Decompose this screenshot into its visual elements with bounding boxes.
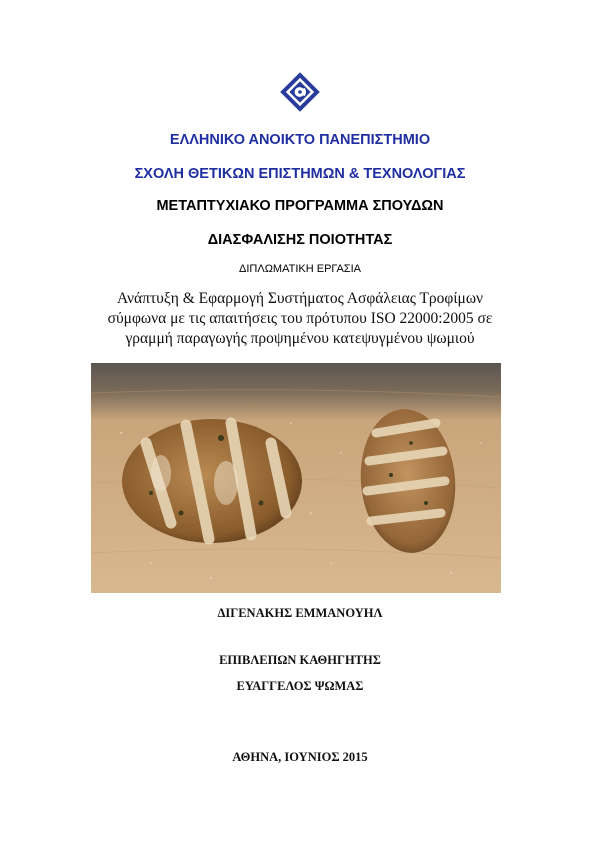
thesis-title-line2: σύμφωνα με τις απαιτήσεις του πρότυπου ISO 22000:2005 σε — [107, 310, 493, 327]
bread-photo — [91, 363, 501, 593]
university-logo-icon — [280, 72, 320, 112]
supervisor-name: ΕΥΑΓΓΕΛΟΣ ΨΩΜΑΣ — [236, 679, 364, 693]
place-date: ΑΘΗΝΑ, ΙΟΥΝΙΟΣ 2015 — [232, 750, 368, 764]
program-name-line2: ΔΙΑΣΦΑΛΙΣΗΣ ΠΟΙΟΤΗΤΑΣ — [207, 232, 393, 248]
program-name-line1: ΜΕΤΑΠΤΥΧΙΑΚΟ ΠΡΟΓΡΑΜΜΑ ΣΠΟΥΔΩΝ — [156, 198, 444, 214]
university-name: ΕΛΛΗΝΙΚΟ ΑΝΟΙΚΤΟ ΠΑΝΕΠΙΣΤΗΜΙΟ — [169, 132, 431, 148]
school-name: ΣΧΟΛΗ ΘΕΤΙΚΩΝ ΕΠΙΣΤΗΜΩΝ & ΤΕΧΝΟΛΟΓΙΑΣ — [134, 166, 466, 182]
thesis-title-line1: Ανάπτυξη & Εφαρμογή Συστήματος Ασφάλειας Τροφίμων — [116, 290, 484, 307]
thesis-title-line3: γραμμή παραγωγής προψημένου κατεψυγμένου ψωμιού — [125, 330, 475, 347]
document-type: ΔΙΠΛΩΜΑΤΙΚΗ ΕΡΓΑΣΙΑ — [239, 263, 361, 275]
supervisor-label: ΕΠΙΒΛΕΠΩΝ ΚΑΘΗΓΗΤΗΣ — [219, 653, 381, 667]
author-name: ΔΙΓΕΝΑΚΗΣ ΕΜΜΑΝΟΥΗΛ — [217, 606, 383, 620]
